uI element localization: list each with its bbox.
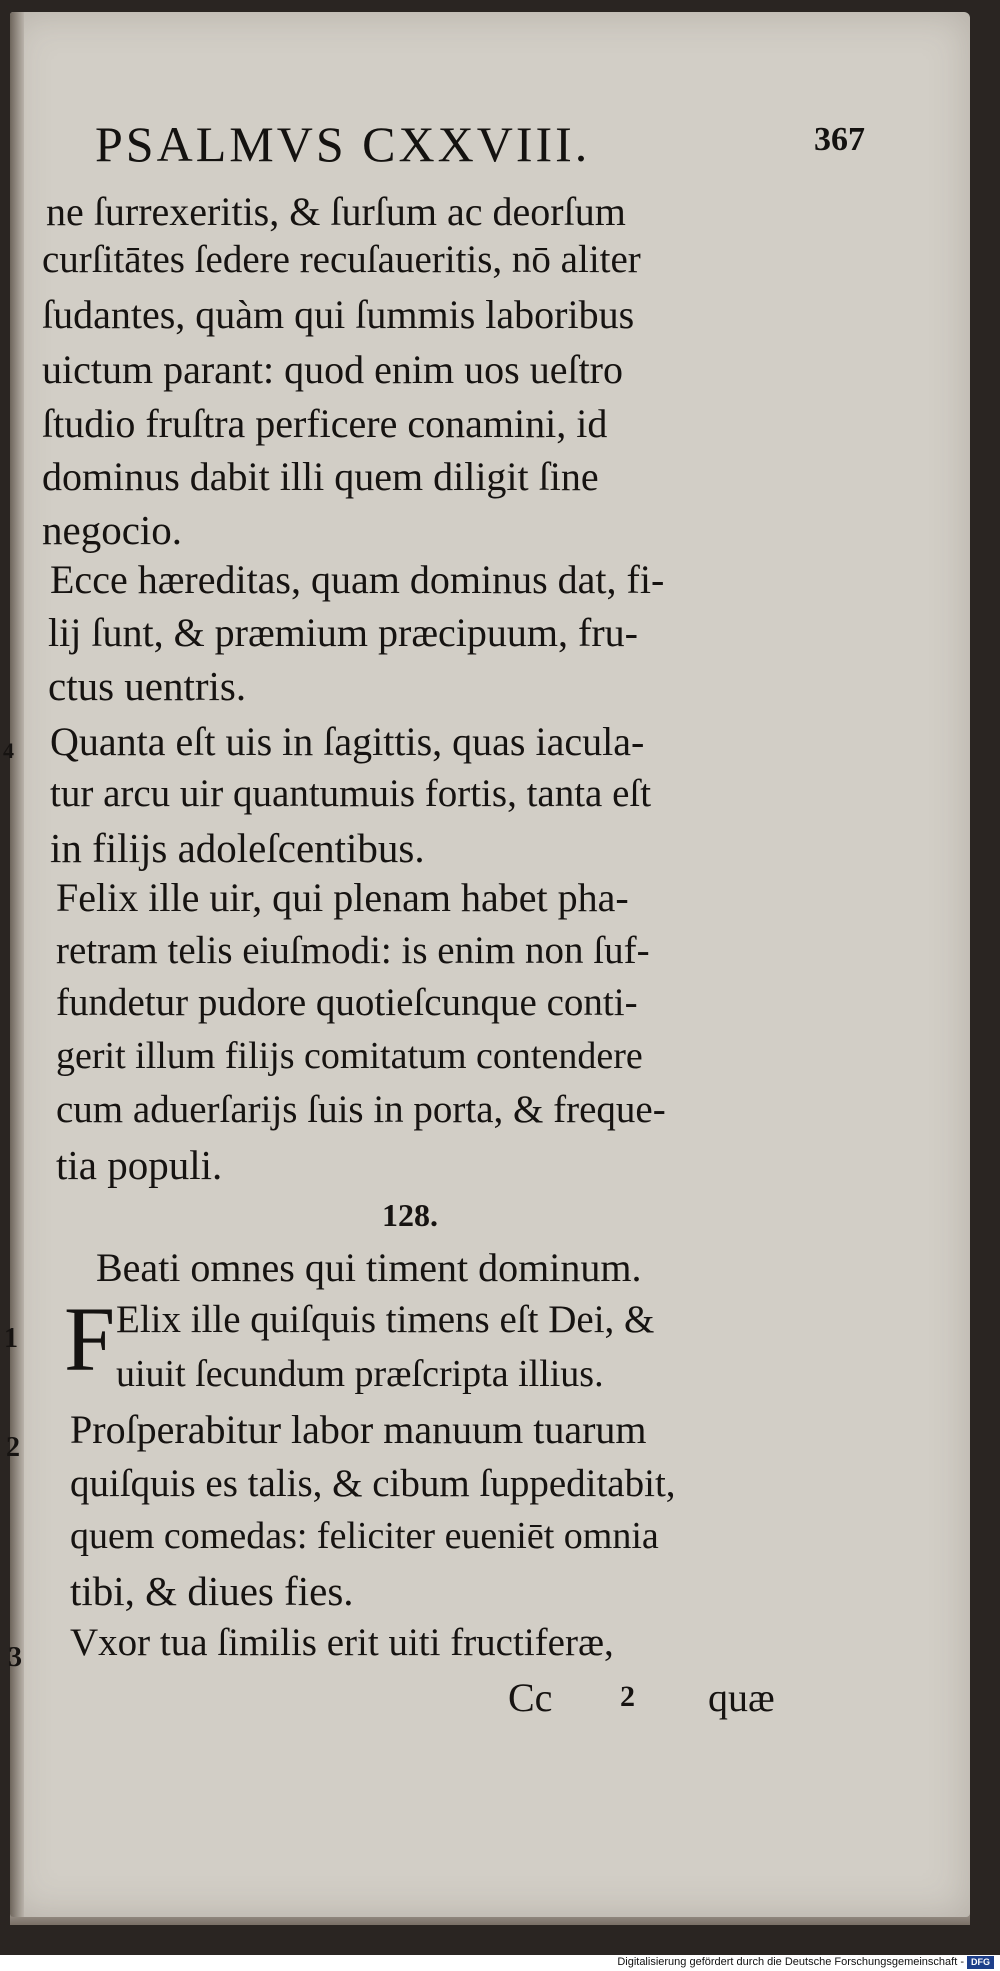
running-head-title: PSALMVS CXXVIII. (95, 116, 591, 172)
signature-mark: Cc (508, 1675, 553, 1720)
text-line: Ecce hæreditas, quam dominus dat, fi- (50, 557, 665, 602)
psalm-number: 128. (382, 1197, 438, 1233)
text-line: Proſperabitur labor manuum tuarum (70, 1407, 647, 1452)
text-line: dominus dabit illi quem diligit ſine (42, 454, 599, 499)
dfg-logo: DFG (967, 1956, 994, 1969)
text-line: in filijs adoleſcentibus. (50, 825, 425, 871)
page-number: 367 (814, 121, 865, 158)
text-line: ſudantes, quàm qui ſummis laboribus (42, 292, 635, 337)
signature-number: 2 (620, 1680, 635, 1713)
margin-verse-number: 3 (8, 1642, 22, 1673)
text-line: negocio. (42, 507, 183, 553)
text-line: curſitātes ſedere recuſaueritis, nō aliter (42, 238, 641, 281)
text-line: tia populi. (56, 1142, 223, 1188)
text-line: Felix ille uir, qui plenam habet pha- (56, 875, 629, 920)
psalm-heading: Beati omnes qui timent dominum. (96, 1245, 642, 1290)
text-line: lij ſunt, & præmium præcipuum, fru- (48, 610, 638, 655)
text-line: quiſquis es talis, & cibum ſuppeditabit, (70, 1462, 676, 1505)
text-line: cum aduerſarijs ſuis in porta, & freque- (56, 1088, 666, 1131)
catchword: quæ (708, 1675, 775, 1720)
text-line: gerit illum filijs comitatum contendere (56, 1035, 643, 1077)
running-head (95, 115, 875, 185)
text-line: uiuit ſecundum præſcripta illius. (116, 1353, 604, 1395)
text-line: fundetur pudore quotieſcunque conti- (56, 981, 638, 1024)
text-line: ſtudio fruſtra perficere conamini, id (42, 401, 608, 446)
text-line: Quanta eſt uis in ſagittis, quas iacula- (50, 719, 645, 764)
margin-verse-number: 2 (6, 1432, 20, 1463)
text-line: quem comedas: feliciter eueniēt omnia (70, 1515, 659, 1557)
funding-credit: Digitalisierung gefördert durch die Deutsche Forschungsgemeinschaft - (617, 1956, 964, 1968)
text-line: tur arcu uir quantumuis fortis, tanta eſt (50, 772, 652, 815)
margin-verse-number: 4 (3, 738, 14, 763)
binding-edge (10, 12, 24, 1917)
margin-verse-number: 1 (4, 1323, 18, 1354)
text-line: tibi, & diues fies. (70, 1568, 354, 1614)
drop-cap-initial: F (64, 1288, 116, 1390)
footer-bar (0, 1955, 1000, 1971)
text-line: ctus uentris. (48, 663, 247, 709)
text-line: ne ſurrexeritis, & ſurſum ac deorſum (46, 189, 626, 234)
text-line: Elix ille quiſquis timens eſt Dei, & (116, 1298, 655, 1341)
text-line: retram telis eiuſmodi: is enim non ſuf- (56, 929, 650, 972)
text-line: Vxor tua ſimilis erit uiti fructiferæ, (70, 1621, 614, 1664)
text-line: uictum parant: quod enim uos ueſtro (42, 347, 623, 392)
